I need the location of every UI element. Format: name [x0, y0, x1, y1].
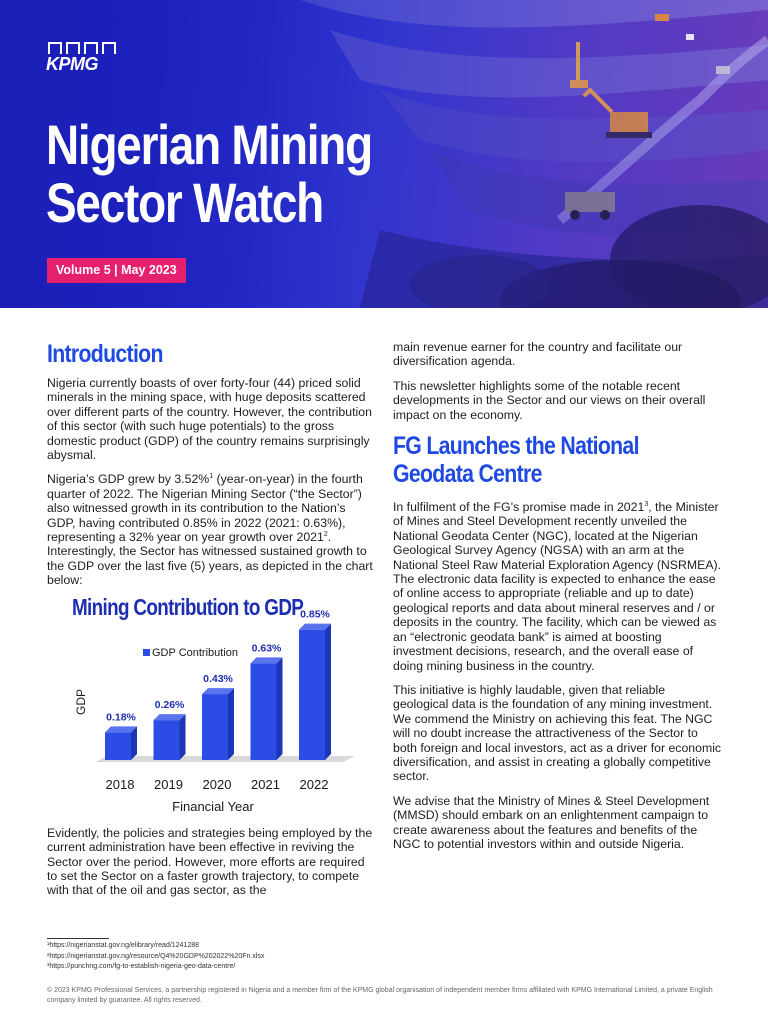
- right-p3-text-a: In fulfilment of the FG’s promise made in 2021: [393, 500, 645, 515]
- legal-footer: © 2023 KPMG Professional Services, a partnership registered in Nigeria and a member firm of the KPMG global organisation of independent member firms affiliated with KPMG International Limited, a private English company limited by guarantee. All rights reserved.: [47, 987, 713, 1004]
- bar-side-2022: [325, 623, 331, 759]
- intro-p2-text-a: Nigeria’s GDP grew by 3.52%: [47, 472, 210, 487]
- data-label-2018: 0.18%: [106, 711, 136, 724]
- hero-banner: [0, 0, 768, 308]
- data-label-2019: 0.26%: [154, 698, 185, 711]
- bar-2020: [202, 694, 228, 760]
- footnote-ref-2[interactable]: 2: [323, 530, 328, 538]
- chart-title: Mining Contribution to GDP: [72, 593, 304, 620]
- data-label-2020: 0.43%: [203, 672, 233, 685]
- x-tick-2021: 2021: [251, 776, 280, 792]
- data-label-2021: 0.63%: [251, 642, 282, 655]
- footnote-ref-3[interactable]: 3: [644, 500, 649, 508]
- volume-badge: Volume 5 | May 2023: [47, 258, 186, 283]
- intro-paragraph-1: Nigeria currently boasts of over forty-four (44) priced solid minerals in the mining space, with huge deposits scattered over different parts of the country. However, the contribution of this sector (with such huge potentials) to the gross domestic product (GDP) of the country remains surprisingly abysmal.: [47, 376, 372, 463]
- chart-canvas: [47, 593, 377, 820]
- x-axis-label: Financial Year: [172, 798, 254, 814]
- geodata-heading: FG Launches the National Geodata Centre: [393, 432, 639, 489]
- right-p3-text-b: , the Minister of Mines and Steel Development recently unveiled the National Geodata Center (NGC), located at the Nigerian Geological Survey Agency (NGSA) with an arm at the National Steel Raw Material Exploration Agency (NSRMEA). The electronic data facility is expected to enhance the ease of online access to appropriate (reliable and up to date) geological reports and data about mineral reserves and / or deposits in the country. The facility, which can be viewed as an “electronic geodata bank” is aimed at boosting investment decisions, research, and the overall ease of doing mining business in the country.: [393, 500, 722, 673]
- legend-label: GDP Contribution: [152, 646, 239, 659]
- right-paragraph-2: This newsletter highlights some of the notable recent developments in the Sector and our views on their overall impact on the economy.: [393, 378, 706, 422]
- intro-p2-text-b: (year-on-year) in the fourth quarter of 2022. The Nigerian Mining Sector (“the Sector”) also witnessed growth in its contribution to the Nation’s GDP, having contributed 0.85% in 2022 (2021: 0.63%), representing a 32% year on year growth over 2021: [47, 472, 363, 545]
- footnote-1[interactable]: ¹https://nigerianstat.gov.ng/elibrary/read/1241288: [47, 942, 200, 949]
- bar-2019: [154, 720, 180, 760]
- footnote-2[interactable]: ²https://nigerianstat.gov.ng/resource/Q4%20GDP%202022%20Fn.xlsx: [47, 952, 265, 960]
- bar-2021: [251, 663, 277, 760]
- bar-side-2020: [228, 688, 234, 760]
- bar-side-2021: [277, 657, 283, 760]
- title-line-2: Sector Watch: [46, 171, 323, 234]
- bar-2022: [299, 629, 325, 759]
- x-tick-2018: 2018: [105, 776, 135, 792]
- bar-side-2019: [180, 714, 186, 760]
- logo-boxes: [48, 42, 116, 54]
- intro-p2-text-c: . Interestingly, the Sector has witnessed sustained growth to the GDP over the last five (5) years, as depicted in the chart below:: [47, 530, 373, 588]
- x-tick-2019: 2019: [154, 776, 183, 792]
- intro-paragraph-3: Evidently, the policies and strategies being employed by the current administration have been effective in reviving the Sector over the period. However, more efforts are required to set the Sector on a faster growth trajectory, to compete with that of the oil and gas sector, as the: [47, 825, 373, 898]
- right-paragraph-1: main revenue earner for the country and facilitate our diversification agenda.: [393, 340, 683, 369]
- right-column: [393, 340, 723, 861]
- data-label-2022: 0.85%: [300, 608, 330, 621]
- right-paragraph-4: This initiative is highly laudable, given that reliable geological data is the foundation of any mining investment. We commend the Ministry on achieving this feat. The NGC will no doubt increase the attractiveness of the Sector to both foreign and local investors, act as a driver for economic diversification, and assist in creating a globally competitive sector.: [393, 682, 722, 784]
- footnote-3[interactable]: ³https://punchng.com/fg-to-establish-nigeria-geo-data-centre/: [47, 963, 236, 970]
- y-axis-label: GDP: [74, 688, 88, 715]
- bar-2018: [105, 732, 131, 760]
- x-tick-2020: 2020: [202, 776, 232, 792]
- page-title: [46, 113, 440, 234]
- logo-wordmark: KPMG: [46, 54, 98, 74]
- footnote-divider: [47, 938, 109, 939]
- introduction-heading: Introduction: [47, 340, 163, 368]
- left-column: [47, 340, 377, 908]
- kpmg-logo: [46, 42, 124, 72]
- title-line-1: Nigerian Mining: [46, 113, 372, 176]
- footnote-ref-1[interactable]: 1: [209, 473, 214, 481]
- right-paragraph-3: [393, 500, 723, 673]
- x-tick-2022: 2022: [299, 776, 329, 792]
- legend-swatch: [143, 649, 150, 656]
- right-paragraph-5: We advise that the Ministry of Mines & Steel Development (MMSD) should embark on an enlightenment campaign to create awareness about the features and benefits of the NGC to potential investors within and outside Nigeria.: [393, 793, 710, 851]
- gdp-bar-chart: [47, 593, 377, 820]
- intro-paragraph-2: [47, 472, 377, 587]
- footnotes: [47, 941, 264, 973]
